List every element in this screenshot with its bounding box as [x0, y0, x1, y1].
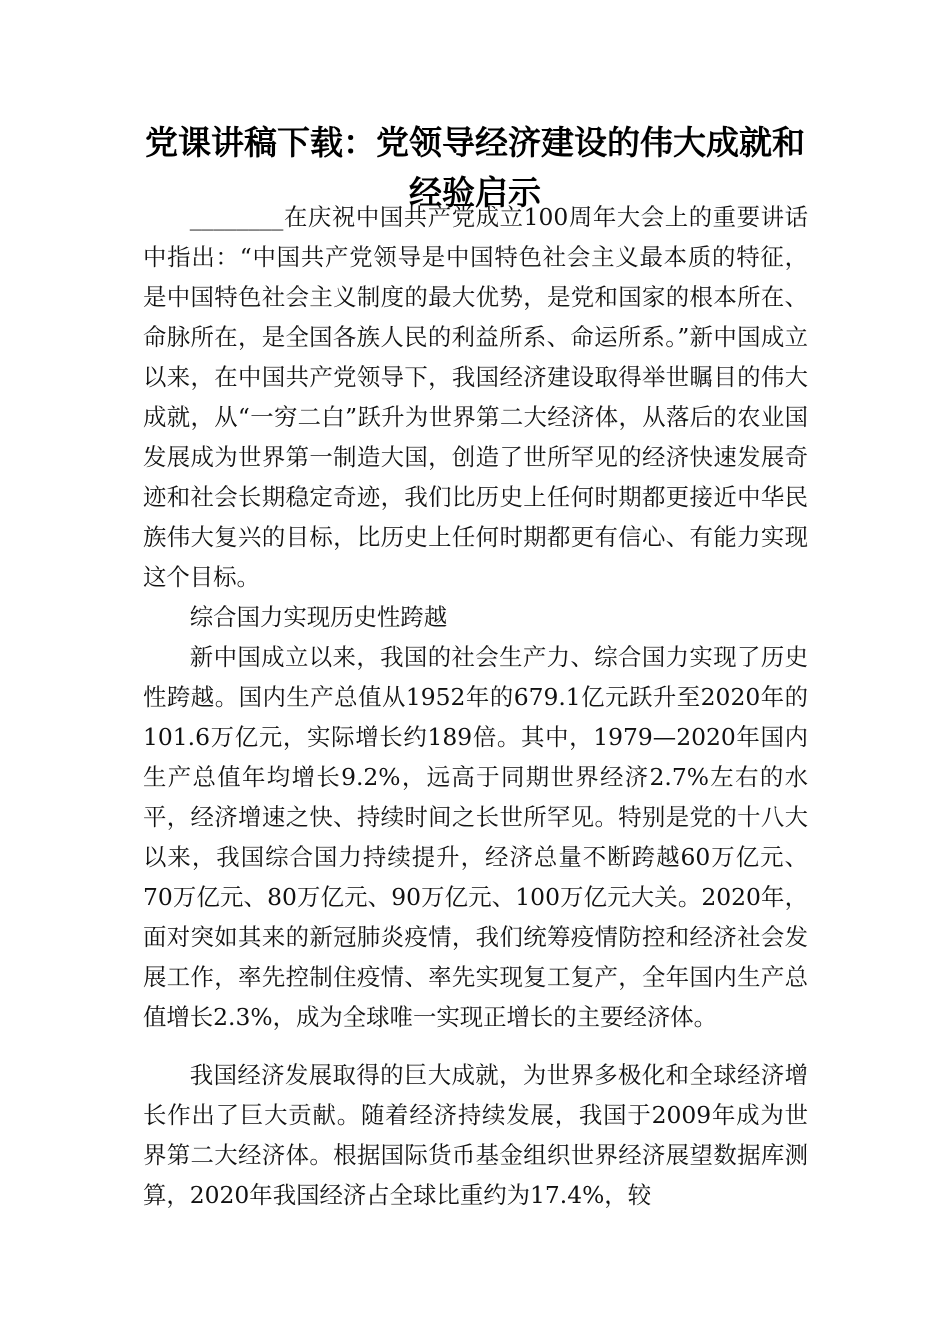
document-title: 党课讲稿下载：党领导经济建设的伟大成就和经验启示 — [145, 123, 805, 212]
paragraph-intro: ________在庆祝中国共产党成立100周年大会上的重要讲话中指出：“中国共产党领导是中国特色社会主义最本质的特征，是中国特色社会主义制度的最大优势，是党和国家的根本所在、命脉所在，是全国各族人民的利益所系、命运所系。”新中国成立以来，在中国共产党领导下，我国经济建设取得举世瞩目的伟大成就，从“一穷二白”跃升为世界第二大经济体，从落后的农业国发展成为世界第一制造大国，创造了世所罕见的经济快速发展奇迹和社会长期稳定奇迹，我们比历史上任何时期都更接近中华民族伟大复兴的目标，比历史上任何时期都更有信心、有能力实现这个目标。 — [143, 203, 808, 591]
document-body — [143, 197, 808, 1215]
paragraph-gap — [143, 1037, 808, 1055]
paragraph-gdp: 新中国成立以来，我国的社会生产力、综合国力实现了历史性跨越。国内生产总值从1952年的679.1亿元跃升至2020年的101.6万亿元，实际增长约189倍。其中，1979—2020年国内生产总值年均增长9.2%，远高于同期世界经济2.7%左右的水平，经济增速之快、持续时间之长世所罕见。特别是党的十八大以来，我国综合国力持续提升，经济总量不断跨越60万亿元、70万亿元、80万亿元、90万亿元、100万亿元大关。2020年，面对突如其来的新冠肺炎疫情，我们统筹疫情防控和经济社会发展工作，率先控制住疫情、率先实现复工复产，全年国内生产总值增长2.3%，成为全球唯一实现正增长的主要经济体。 — [143, 643, 808, 1031]
section-heading: 综合国力实现历史性跨越 — [189, 603, 448, 631]
paragraph-contribution: 我国经济发展取得的巨大成就，为世界多极化和全球经济增长作出了巨大贡献。随着经济持续发展，我国于2009年成为世界第二大经济体。根据国际货币基金组织世界经济展望数据库测算，2020年我国经济占全球比重约为17.4%，较 — [143, 1061, 808, 1209]
